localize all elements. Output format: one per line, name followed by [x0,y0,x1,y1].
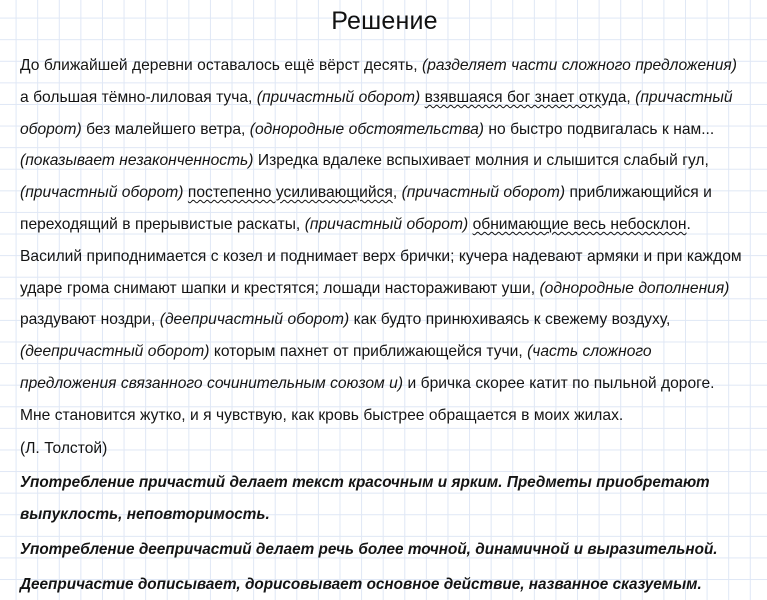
text-run: уда, [601,88,636,106]
grammar-note: (однородные дополнения) [539,279,730,297]
grammar-note: (причастный оборот) [20,184,184,202]
grammar-note: (причастный оборот) [256,88,421,106]
page-title: Решение [331,7,438,35]
grammar-note: (причастный оборот) [20,88,733,138]
text-run: , [392,184,402,202]
conclusion-line-3: Деепричастие дописывает, дорисовывает основное действие, названное сказуемым. [20,575,702,593]
author-attribution: (Л. Толстой) [20,439,108,457]
text-run: но быстро подвигалась к нам... [483,120,715,138]
text-run: До ближайшей деревни оставалось ещё вёрст десять, [20,57,423,74]
text-run: без малейшего ветра, [81,120,250,138]
grammar-note: (причастный оборот) [401,184,566,202]
grammar-note: (часть сложного предложения связанного сочинительным союзом и) [20,343,652,392]
grammar-note: (однородные обстоятельства) [249,120,484,138]
text-run: Изредка вдалеке вспыхивает молния и слышится слабый гул, [253,152,709,170]
grammar-note: (причастный оборот) [304,215,469,233]
text-run: раздувают ноздри, [20,311,160,329]
participial-phrase-underline: обнимающие весь небосклон [472,215,687,233]
text-run: и бричка скорее катит по пыльной дороге. Мне становится жутко, и я чувствую, как кровь быстрее обращается в моих жилах. [20,374,715,424]
grammar-note: (разделяет части сложного предложения) [422,57,737,74]
text-run: , [666,311,671,329]
participial-phrase-underline: постепенно усиливающийся [187,184,393,202]
text-run [349,311,353,328]
grammar-note: (показывает незаконченность) [20,152,254,170]
text-run: приближающийся и переходящий в прерывистые раскаты, [20,184,712,233]
conclusion-line-2: Употребление деепричастий делает речь более точной, динамичной и выразительной. [20,540,718,558]
participial-phrase-underline: взявшаяся бог знает отк [424,88,602,106]
adverbial-phrase-underline: как будто принюхиваясь к свежему воздуху [353,311,667,329]
grammar-note: (деепричастный оборот) [159,311,350,329]
solution-body-paragraph [20,48,749,432]
text-run: а большая тёмно-лиловая туча, [20,88,257,106]
grammar-note: (деепричастный оборот) [20,343,210,361]
text-run: . Василий приподнимается с козел и поднимает верх брички; кучера надевают армяки и при каждом ударе грома снимают шапки и крестятся; лошади настораживают уши, [20,215,742,297]
conclusion-line-1: Употребление причастий делает текст красочным и ярким. Предметы приобретают выпуклость, неповторимость. [20,474,710,524]
text-run: которым пахнет от приближающейся тучи, [209,343,528,361]
